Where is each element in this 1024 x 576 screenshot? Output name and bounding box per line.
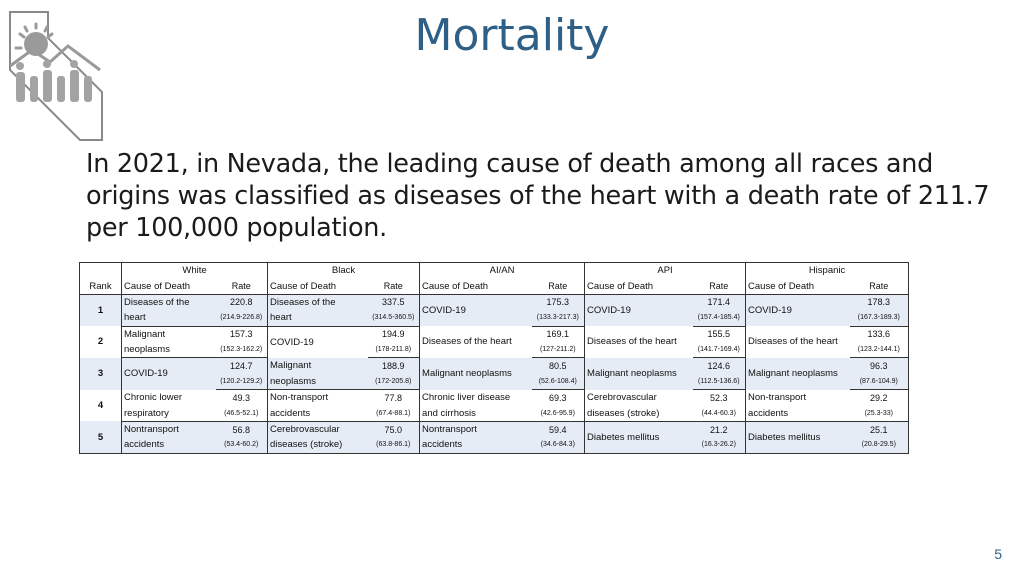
cause-cell-line2: neoplasms bbox=[268, 374, 368, 390]
cause-cell-line2: diseases (stroke) bbox=[268, 437, 368, 453]
rate-cell: 96.3 bbox=[850, 358, 909, 374]
ci-cell: (141.7-169.4) bbox=[693, 342, 746, 358]
cause-cell-line2: accidents bbox=[746, 406, 850, 422]
rank-cell: 3 bbox=[80, 358, 122, 390]
cause-cell-line1: Cerebrovascular bbox=[268, 421, 368, 437]
cause-cell: Diseases of the heart bbox=[587, 336, 677, 348]
rank-cell: 2 bbox=[80, 326, 122, 358]
rank-cell: 5 bbox=[80, 421, 122, 453]
group-header: Hispanic bbox=[746, 263, 909, 279]
rank-cell: 4 bbox=[80, 390, 122, 422]
group-header-row bbox=[80, 263, 909, 279]
ci-cell: (120.2-129.2) bbox=[216, 374, 268, 390]
cause-header: Cause of Death bbox=[268, 278, 368, 294]
rate-cell: 155.5 bbox=[693, 326, 746, 342]
rate-cell: 133.6 bbox=[850, 326, 909, 342]
ci-cell: (87.6-104.9) bbox=[850, 374, 909, 390]
page-title: Mortality bbox=[414, 10, 610, 61]
rate-cell: 56.8 bbox=[216, 421, 268, 437]
ci-cell: (152.3-162.2) bbox=[216, 342, 268, 358]
ci-cell: (127-211.2) bbox=[532, 342, 585, 358]
rank-header-spacer bbox=[80, 263, 122, 279]
cause-cell-line1: Cerebrovascular bbox=[587, 392, 657, 404]
rate-header: Rate bbox=[850, 278, 909, 294]
ci-cell: (314.5-360.5) bbox=[368, 310, 420, 326]
rate-cell: 124.6 bbox=[693, 358, 746, 374]
cause-cell-line1: Nontransport bbox=[420, 421, 532, 437]
cause-cell-line1: Diseases of the bbox=[122, 294, 216, 310]
rate-header: Rate bbox=[368, 278, 420, 294]
table-row bbox=[80, 358, 909, 374]
rate-cell: 194.9 bbox=[368, 326, 420, 342]
rate-cell: 171.4 bbox=[693, 294, 746, 310]
ci-cell: (178-211.8) bbox=[368, 342, 420, 358]
cause-cell-line1: Non-transport bbox=[270, 392, 329, 404]
group-header: White bbox=[122, 263, 268, 279]
cause-cell: Malignant neoplasms bbox=[746, 358, 850, 390]
rate-cell: 49.3 bbox=[216, 390, 268, 406]
ci-cell: (63.8-86.1) bbox=[368, 437, 420, 453]
table-row bbox=[80, 326, 909, 342]
cause-cell: COVID-19 bbox=[122, 358, 216, 390]
cause-cell-line1: Nontransport bbox=[122, 421, 216, 437]
rank-cell: 1 bbox=[80, 294, 122, 326]
cause-cell-line1: Malignant bbox=[124, 328, 166, 340]
ci-cell: (52.6-108.4) bbox=[532, 374, 585, 390]
rate-cell: 178.3 bbox=[850, 294, 909, 310]
cause-cell-line2: diseases (stroke) bbox=[585, 406, 693, 422]
cause-cell-line2: neoplasms bbox=[122, 342, 216, 358]
cause-cell: COVID-19 bbox=[746, 294, 850, 326]
rate-header: Rate bbox=[693, 278, 746, 294]
rate-cell: 52.3 bbox=[693, 390, 746, 406]
cause-cell: Malignant neoplasms bbox=[585, 358, 693, 390]
rank-header: Rank bbox=[80, 278, 122, 294]
table-row bbox=[80, 390, 909, 406]
rate-cell: 80.5 bbox=[532, 358, 585, 374]
ci-cell: (25.3-33) bbox=[850, 406, 909, 422]
cause-cell: Diseases of the heart bbox=[422, 336, 512, 348]
cause-cell-line2: respiratory bbox=[122, 406, 216, 422]
rate-cell: 220.8 bbox=[216, 294, 268, 310]
ci-cell: (157.4-185.4) bbox=[693, 310, 746, 326]
cause-cell: COVID-19 bbox=[420, 294, 532, 326]
cause-cell-line1: Non-transport bbox=[748, 392, 807, 404]
rate-cell: 69.3 bbox=[532, 390, 585, 406]
ci-cell: (42.6-95.9) bbox=[532, 406, 585, 422]
ci-cell: (20.8-29.5) bbox=[850, 437, 909, 453]
cause-cell: Diseases of the heart bbox=[748, 336, 838, 348]
cause-cell-line1: Chronic liver disease bbox=[422, 392, 511, 404]
cause-cell: COVID-19 bbox=[270, 336, 314, 348]
cause-cell: Diabetes mellitus bbox=[585, 421, 693, 453]
cause-cell-line1: Chronic lower bbox=[124, 392, 183, 404]
ci-cell: (112.5-136.6) bbox=[693, 374, 746, 390]
ci-cell: (16.3-26.2) bbox=[693, 437, 746, 453]
group-header: AI/AN bbox=[420, 263, 585, 279]
rate-cell: 25.1 bbox=[850, 421, 909, 437]
table-row bbox=[80, 421, 909, 437]
cause-cell-line2: heart bbox=[268, 310, 368, 326]
group-header: API bbox=[585, 263, 746, 279]
cause-cell-line1: Malignant bbox=[268, 358, 368, 374]
rate-cell: 188.9 bbox=[368, 358, 420, 374]
rate-cell: 337.5 bbox=[368, 294, 420, 310]
ci-cell: (67.4-88.1) bbox=[368, 406, 420, 422]
cause-header: Cause of Death bbox=[122, 278, 216, 294]
rate-cell: 75.0 bbox=[368, 421, 420, 437]
column-header-row bbox=[80, 278, 909, 294]
cause-header: Cause of Death bbox=[585, 278, 693, 294]
ci-cell: (123.2-144.1) bbox=[850, 342, 909, 358]
mortality-table bbox=[79, 262, 909, 454]
ci-cell: (172-205.8) bbox=[368, 374, 420, 390]
rate-cell: 169.1 bbox=[532, 326, 585, 342]
table-row-ci bbox=[80, 406, 909, 422]
rate-cell: 21.2 bbox=[693, 421, 746, 437]
ci-cell: (44.4-60.3) bbox=[693, 406, 746, 422]
cause-cell: Diabetes mellitus bbox=[746, 421, 850, 453]
cause-cell: COVID-19 bbox=[585, 294, 693, 326]
ci-cell: (34.6-84.3) bbox=[532, 437, 585, 453]
cause-cell-line2: accidents bbox=[420, 437, 532, 453]
ci-cell: (167.3-189.3) bbox=[850, 310, 909, 326]
group-header: Black bbox=[268, 263, 420, 279]
rate-cell: 77.8 bbox=[368, 390, 420, 406]
ci-cell: (46.5-52.1) bbox=[216, 406, 268, 422]
rate-cell: 175.3 bbox=[532, 294, 585, 310]
rate-cell: 29.2 bbox=[850, 390, 909, 406]
table-row bbox=[80, 294, 909, 310]
summary-text: In 2021, in Nevada, the leading cause of death among all races and origins was classified as diseases of the heart with a death rate of 211.7 per 100,000 population. bbox=[86, 149, 990, 243]
page-number: 5 bbox=[994, 546, 1002, 562]
cause-cell-line1: Diseases of the bbox=[268, 294, 368, 310]
rate-cell: 59.4 bbox=[532, 421, 585, 437]
ci-cell: (53.4-60.2) bbox=[216, 437, 268, 453]
cause-cell-line2: heart bbox=[122, 310, 216, 326]
cause-cell: Malignant neoplasms bbox=[420, 358, 532, 390]
cause-header: Cause of Death bbox=[420, 278, 532, 294]
rate-cell: 157.3 bbox=[216, 326, 268, 342]
cause-cell-line2: and cirrhosis bbox=[420, 406, 532, 422]
ci-cell: (133.3-217.3) bbox=[532, 310, 585, 326]
rate-header: Rate bbox=[532, 278, 585, 294]
cause-cell-line2: accidents bbox=[122, 437, 216, 453]
cause-header: Cause of Death bbox=[746, 278, 850, 294]
cause-cell-line2: accidents bbox=[268, 406, 368, 422]
rate-header: Rate bbox=[216, 278, 268, 294]
rate-cell: 124.7 bbox=[216, 358, 268, 374]
ci-cell: (214.9-226.8) bbox=[216, 310, 268, 326]
